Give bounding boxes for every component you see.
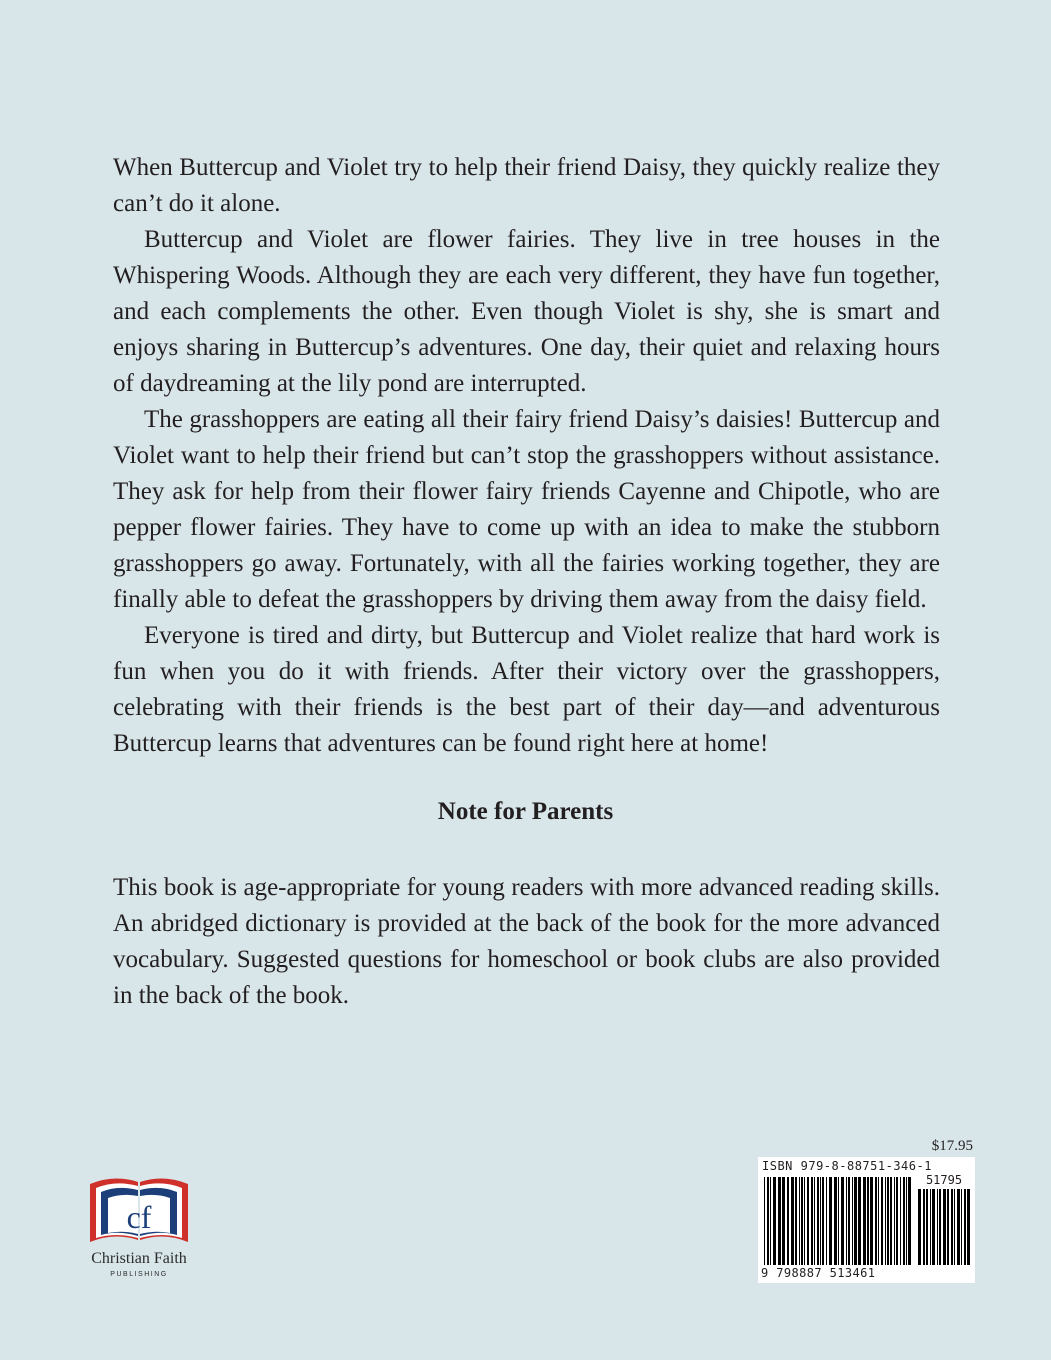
barcode-bar xyxy=(814,1177,815,1265)
ean-barcode-bars xyxy=(764,1177,912,1265)
blurb-paragraph: The grasshoppers are eating all their fairy friend Daisy’s daisies! Buttercup and Violet want to help their friend but can’t stop the grasshoppers without assistance. They ask for help from their flower fairy friends Cayenne and Chipotle, who are pepper flower fairies. They have to come up with an idea to make the stubborn grasshoppers go away. Fortunately, with all the fairies working together, they are finally able to defeat the grasshoppers by driving them away from the daisy field. xyxy=(113,406,940,613)
barcode-bar xyxy=(939,1189,941,1265)
barcode-bar xyxy=(878,1177,879,1265)
barcode-addon-number: 51795 xyxy=(925,1173,963,1187)
barcode-bar xyxy=(947,1189,949,1265)
barcode-bar xyxy=(854,1177,857,1265)
barcode-bar xyxy=(858,1177,861,1265)
barcode-bar xyxy=(957,1189,960,1265)
publisher-subtitle: PUBLISHING xyxy=(110,1271,168,1278)
publisher-name: Christian Faith xyxy=(91,1250,187,1267)
isbn-barcode xyxy=(758,1157,975,1283)
barcode-bar xyxy=(782,1177,785,1265)
barcode-bar xyxy=(943,1189,946,1265)
barcode-bar xyxy=(829,1177,832,1265)
barcode-bar xyxy=(770,1177,771,1265)
barcode-bar xyxy=(804,1177,805,1265)
barcode-bar xyxy=(885,1177,886,1265)
barcode-bar xyxy=(822,1177,824,1265)
barcode-bar xyxy=(773,1177,776,1265)
blurb-text xyxy=(113,150,940,762)
publisher-logo xyxy=(78,1170,200,1295)
barcode-bar xyxy=(852,1177,853,1265)
barcode-bar xyxy=(951,1189,953,1265)
barcode-bar xyxy=(903,1177,905,1265)
barcode-bar xyxy=(846,1177,847,1265)
barcode-bar xyxy=(875,1177,877,1265)
barcode-bar xyxy=(820,1177,821,1265)
barcode-bar xyxy=(811,1177,813,1265)
barcode-bar xyxy=(967,1189,970,1265)
barcode-bar xyxy=(848,1177,850,1265)
barcode-bar xyxy=(923,1189,925,1265)
barcode-bar xyxy=(791,1177,794,1265)
note-title: Note for Parents xyxy=(437,798,614,825)
barcode-bar xyxy=(932,1189,935,1265)
barcode-bar xyxy=(787,1177,789,1265)
logo-letters: cf xyxy=(126,1199,152,1235)
barcode-bar xyxy=(908,1177,911,1265)
isbn-text: ISBN 979-8-88751-346-1 xyxy=(762,1159,932,1173)
barcode-bar xyxy=(926,1189,928,1265)
barcode-bar xyxy=(961,1189,962,1265)
barcode-bar xyxy=(937,1189,938,1265)
barcode-bar xyxy=(954,1189,955,1265)
blurb-paragraph: Buttercup and Violet are flower fairies. They live in tree houses in the Whispering Woods. Although they are each very different, they have fun together, and each complements the other. Even though Violet is shy, she is smart and enjoys sharing in Buttercup’s adventures. One day, their quiet and relaxing hours of daydreaming at the lily pond are interrupted. xyxy=(113,226,940,397)
barcode-bar xyxy=(801,1177,803,1265)
barcode-bar xyxy=(867,1177,869,1265)
ean-digits: 9 798887 513461 xyxy=(761,1266,876,1280)
barcode-bar xyxy=(896,1177,898,1265)
barcode-bar xyxy=(930,1189,931,1265)
barcode-bar xyxy=(807,1177,809,1265)
barcode-bar xyxy=(964,1189,966,1265)
barcode-bar xyxy=(870,1177,873,1265)
barcode-bar xyxy=(894,1177,895,1265)
barcode-bar xyxy=(918,1189,921,1265)
note-body: This book is age-appropriate for young readers with more advanced reading skills. An abridged dictionary is provided at the back of the book for the more advanced vocabulary. Suggested questions for homeschool or book clubs are also provided in the back of the book. xyxy=(113,874,940,1009)
barcode-bar xyxy=(863,1177,866,1265)
open-book-icon xyxy=(84,1170,194,1250)
price: $17.95 xyxy=(931,1138,973,1154)
barcode-bar xyxy=(900,1177,901,1265)
barcode-bar xyxy=(795,1177,797,1265)
barcode-bar xyxy=(778,1177,781,1265)
addon-barcode-bars xyxy=(918,1189,970,1265)
barcode-bar xyxy=(834,1177,837,1265)
barcode-bar xyxy=(841,1177,844,1265)
barcode-bar xyxy=(767,1177,769,1265)
barcode-bar xyxy=(906,1177,907,1265)
blurb-paragraph: Everyone is tired and dirty, but Buttercup and Violet realize that hard work is fun when you do it with friends. After their victory over the grasshoppers, celebrating with their friends is the best part of their day—and adventurous Buttercup learns that adventures can be found right here at home! xyxy=(113,622,940,757)
barcode-bar xyxy=(764,1177,765,1265)
barcode-bar xyxy=(890,1177,892,1265)
barcode-bar xyxy=(817,1177,819,1265)
blurb-paragraph: When Buttercup and Violet try to help their friend Daisy, they quickly realize they can’t do it alone. xyxy=(113,154,940,217)
barcode-bar xyxy=(887,1177,889,1265)
barcode-bar xyxy=(838,1177,839,1265)
barcode-bar xyxy=(799,1177,800,1265)
barcode-bar xyxy=(881,1177,883,1265)
barcode-bar xyxy=(826,1177,827,1265)
